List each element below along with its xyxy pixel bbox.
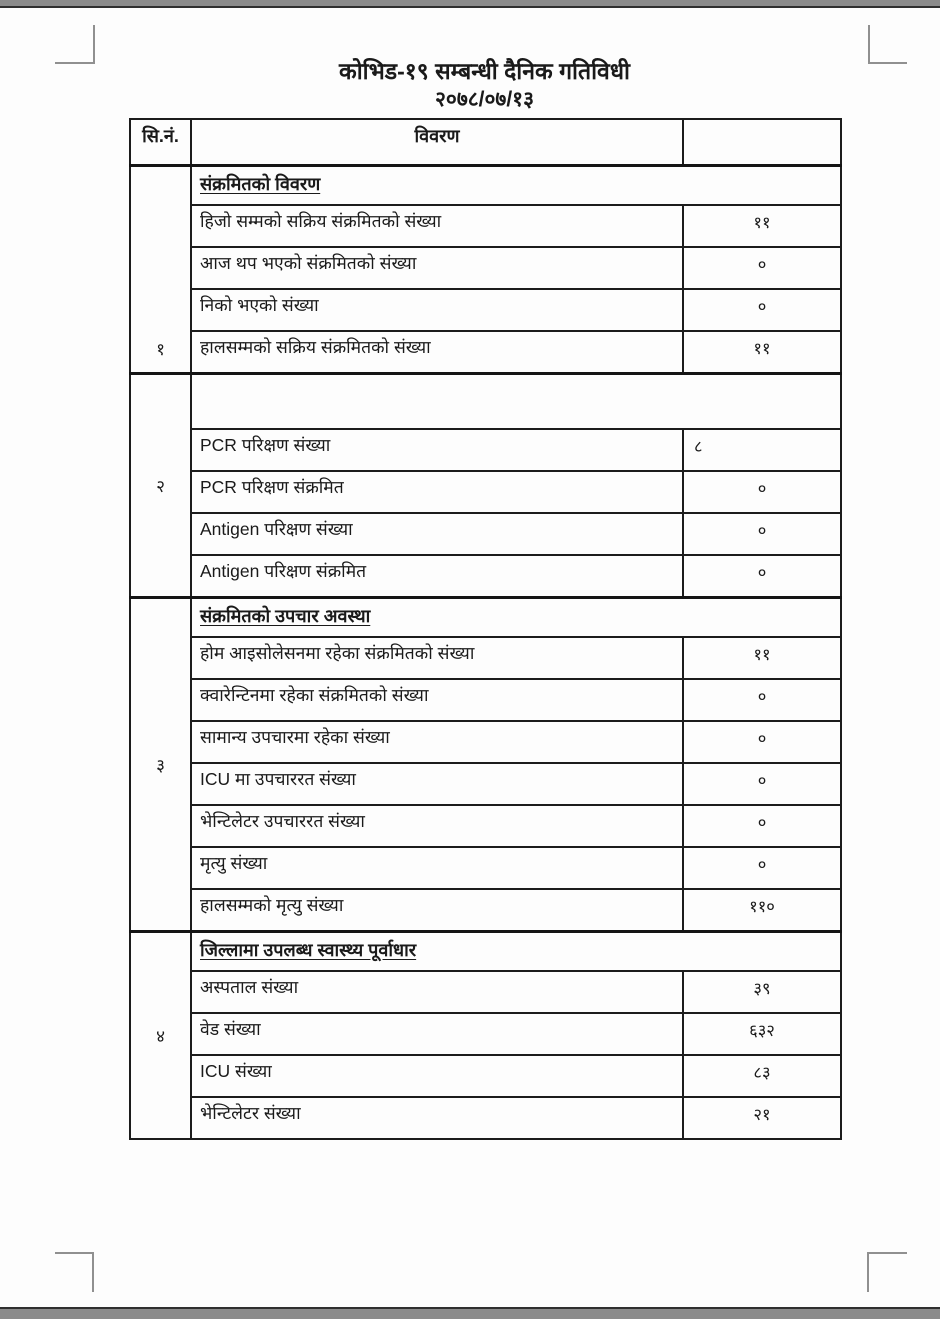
table-header-row [130, 119, 841, 165]
row-label-cell: सामान्य उपचारमा रहेका संख्या [191, 721, 683, 763]
crop-mark-top-left [55, 25, 95, 64]
table-row [130, 555, 841, 597]
document-title: कोभिड-१९ सम्बन्धी दैनिक गतिविधी [339, 58, 630, 84]
row-label-cell: निको भएको संख्या [191, 289, 683, 331]
section-header-row [130, 931, 841, 971]
crop-mark-bottom-left [55, 1252, 94, 1292]
section-header-cell [191, 373, 841, 429]
section-serial-cell: ३ [130, 597, 191, 931]
section-header-cell [191, 597, 841, 637]
row-label-cell: Antigen परिक्षण संख्या [191, 513, 683, 555]
row-value-cell: २१ [683, 1097, 841, 1139]
row-value-cell: ११ [683, 331, 841, 373]
row-label-cell: क्वारेन्टिनमा रहेका संक्रमितको संख्या [191, 679, 683, 721]
table-row [130, 429, 841, 471]
row-value-cell: ० [683, 513, 841, 555]
value-column-header [683, 119, 841, 165]
section-header-row [130, 165, 841, 205]
row-value-cell: ० [683, 555, 841, 597]
row-value-cell: ११० [683, 889, 841, 931]
row-value-cell: ८ [683, 429, 841, 471]
table-row [130, 513, 841, 555]
row-label-cell: Antigen परिक्षण संक्रमित [191, 555, 683, 597]
row-label-cell: होम आइसोलेसनमा रहेका संक्रमितको संख्या [191, 637, 683, 679]
table-row [130, 763, 841, 805]
row-value-cell: ० [683, 847, 841, 889]
row-value-cell: ३९ [683, 971, 841, 1013]
row-value-cell: ११ [683, 637, 841, 679]
row-value-cell: ० [683, 805, 841, 847]
section-title: संक्रमितको विवरण [200, 173, 321, 194]
table-row [130, 679, 841, 721]
table-row [130, 721, 841, 763]
row-value-cell: ६३२ [683, 1013, 841, 1055]
row-value-cell: ० [683, 679, 841, 721]
section-serial-cell: २ [130, 373, 191, 597]
section-header-cell [191, 165, 841, 205]
table-row [130, 205, 841, 247]
row-label-cell: हालसम्मको सक्रिय संक्रमितको संख्या [191, 331, 683, 373]
table-row [130, 971, 841, 1013]
row-label-cell: वेड संख्या [191, 1013, 683, 1055]
table-body [130, 165, 841, 1139]
table-row [130, 889, 841, 931]
section-title: संक्रमितको उपचार अवस्था [200, 605, 371, 626]
table-row [130, 847, 841, 889]
row-label-cell: भेन्टिलेटर उपचाररत संख्या [191, 805, 683, 847]
table-row [130, 637, 841, 679]
table-row [130, 1013, 841, 1055]
section-header-row [130, 597, 841, 637]
document-date: २०७८/०७/१३ [434, 88, 535, 111]
row-label-cell: हिजो सम्मको सक्रिय संक्रमितको संख्या [191, 205, 683, 247]
table-row [130, 805, 841, 847]
section-serial-cell: ४ [130, 931, 191, 1139]
table-row [130, 471, 841, 513]
document-body [129, 56, 840, 1140]
row-label-cell: PCR परिक्षण संख्या [191, 429, 683, 471]
row-label-cell: मृत्यु संख्या [191, 847, 683, 889]
row-label-cell: अस्पताल संख्या [191, 971, 683, 1013]
description-column-header: विवरण [191, 119, 683, 165]
section-serial-cell: १ [130, 165, 191, 373]
row-value-cell: ११ [683, 205, 841, 247]
serial-column-header: सि.नं. [130, 119, 191, 165]
scanner-edge-bar-top [0, 0, 940, 8]
crop-mark-bottom-right [867, 1252, 907, 1292]
row-label-cell: PCR परिक्षण संक्रमित [191, 471, 683, 513]
row-value-cell: ० [683, 721, 841, 763]
crop-mark-top-right [868, 25, 907, 64]
section-header-row [130, 373, 841, 429]
daily-activity-table [129, 118, 842, 1140]
row-value-cell: ० [683, 763, 841, 805]
table-row [130, 1055, 841, 1097]
row-label-cell: आज थप भएको संक्रमितको संख्या [191, 247, 683, 289]
table-row [130, 289, 841, 331]
row-label-cell: भेन्टिलेटर संख्या [191, 1097, 683, 1139]
row-value-cell: ८३ [683, 1055, 841, 1097]
section-title: जिल्लामा उपलब्ध स्वास्थ्य पूर्वाधार [200, 939, 417, 960]
scanner-edge-bar-bottom [0, 1307, 940, 1319]
row-value-cell: ० [683, 471, 841, 513]
row-value-cell: ० [683, 247, 841, 289]
row-label-cell: ICU मा उपचाररत संख्या [191, 763, 683, 805]
section-header-cell [191, 931, 841, 971]
table-row [130, 331, 841, 373]
row-label-cell: हालसम्मको मृत्यु संख्या [191, 889, 683, 931]
table-row [130, 247, 841, 289]
row-label-cell: ICU संख्या [191, 1055, 683, 1097]
table-row [130, 1097, 841, 1139]
row-value-cell: ० [683, 289, 841, 331]
